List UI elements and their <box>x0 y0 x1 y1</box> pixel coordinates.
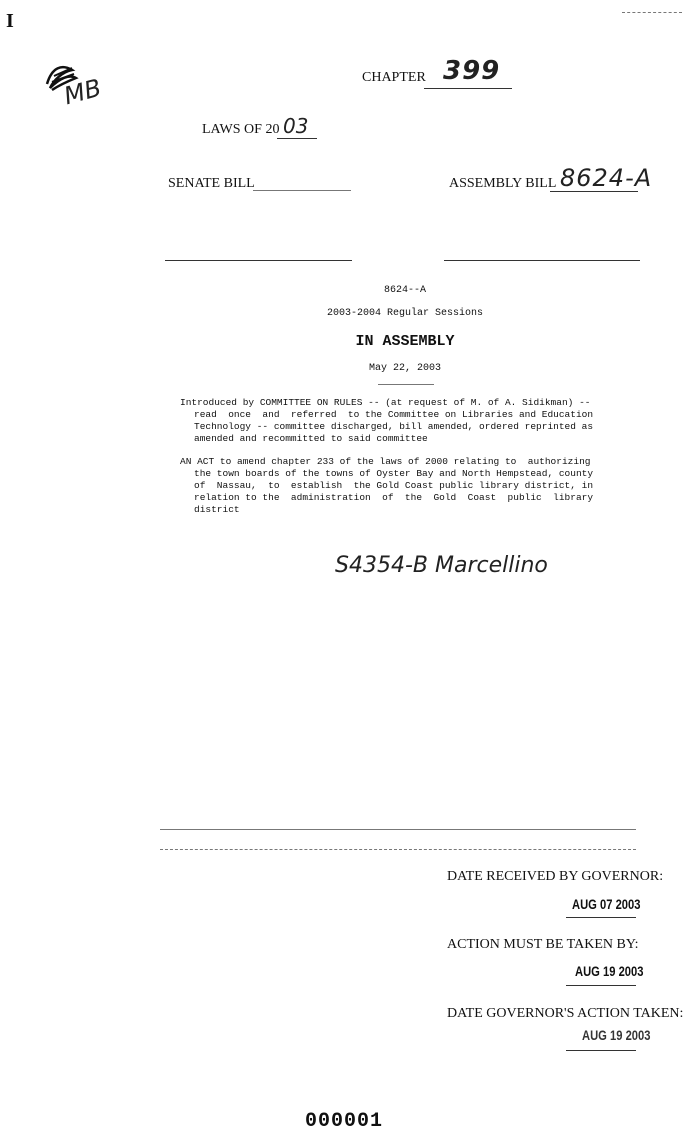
senate-underline <box>253 190 351 191</box>
date-received-stamp: AUG 07 2003 <box>572 896 641 912</box>
action-taken-stamp: AUG 19 2003 <box>582 1027 651 1043</box>
act-line: AN ACT to amend chapter 233 of the laws of 2000 relating to authorizing <box>180 456 591 467</box>
date-rule <box>378 384 434 385</box>
action-taken-label: DATE GOVERNOR'S ACTION TAKEN: <box>447 1006 684 1021</box>
introduction-paragraph <box>180 397 630 445</box>
bill-date: May 22, 2003 <box>368 363 441 374</box>
action-deadline-label: ACTION MUST BE TAKEN BY: <box>447 937 639 952</box>
initials: MB <box>61 73 105 111</box>
action-taken-underline <box>566 1050 636 1051</box>
chapter-underline <box>424 88 512 89</box>
page-number: 000001 <box>305 1110 384 1133</box>
date-received-label: DATE RECEIVED BY GOVERNOR: <box>447 869 664 884</box>
laws-of-label: LAWS OF 20 <box>202 122 280 137</box>
act-line: relation to the administration of the Gold Coast public library <box>194 492 594 503</box>
chamber-heading: IN ASSEMBLY <box>355 333 455 350</box>
lower-rule-1 <box>160 829 636 830</box>
sponsor-note: S4354-B Marcellino <box>335 553 548 578</box>
intro-line: Technology -- committee discharged, bill amended, ordered reprinted as <box>194 421 594 432</box>
chapter-number: 399 <box>443 56 501 86</box>
intro-line: read once and referred to the Committee on Libraries and Education <box>194 409 594 420</box>
act-line: district <box>194 504 240 515</box>
laws-year: 03 <box>283 114 309 138</box>
scan-mark <box>622 12 682 13</box>
date-received-underline <box>566 917 636 918</box>
action-deadline-underline <box>566 985 636 986</box>
action-deadline-stamp: AUG 19 2003 <box>575 963 644 979</box>
signature-line-left <box>165 260 352 261</box>
act-line: of Nassau, to establish the Gold Coast public library district, in <box>194 480 594 491</box>
session: 2003-2004 Regular Sessions <box>326 308 484 319</box>
laws-underline <box>277 138 317 139</box>
lower-rule-2 <box>160 849 636 850</box>
assembly-bill-number: 8624-A <box>560 164 653 192</box>
margin-mark: I <box>6 10 14 32</box>
act-paragraph <box>180 456 630 516</box>
intro-line: amended and recommitted to said committee <box>194 433 428 444</box>
bill-number: 8624--A <box>383 285 426 296</box>
assembly-bill-label: ASSEMBLY BILL <box>449 176 557 191</box>
intro-line: Introduced by COMMITTEE ON RULES -- (at request of M. of A. Sidikman) -- <box>180 397 591 408</box>
assembly-underline <box>550 191 638 192</box>
signature-line-right <box>444 260 640 261</box>
chapter-label: CHAPTER <box>362 70 426 85</box>
senate-bill-label: SENATE BILL <box>168 176 255 191</box>
act-line: the town boards of the towns of Oyster Bay and North Hempstead, county <box>194 468 594 479</box>
